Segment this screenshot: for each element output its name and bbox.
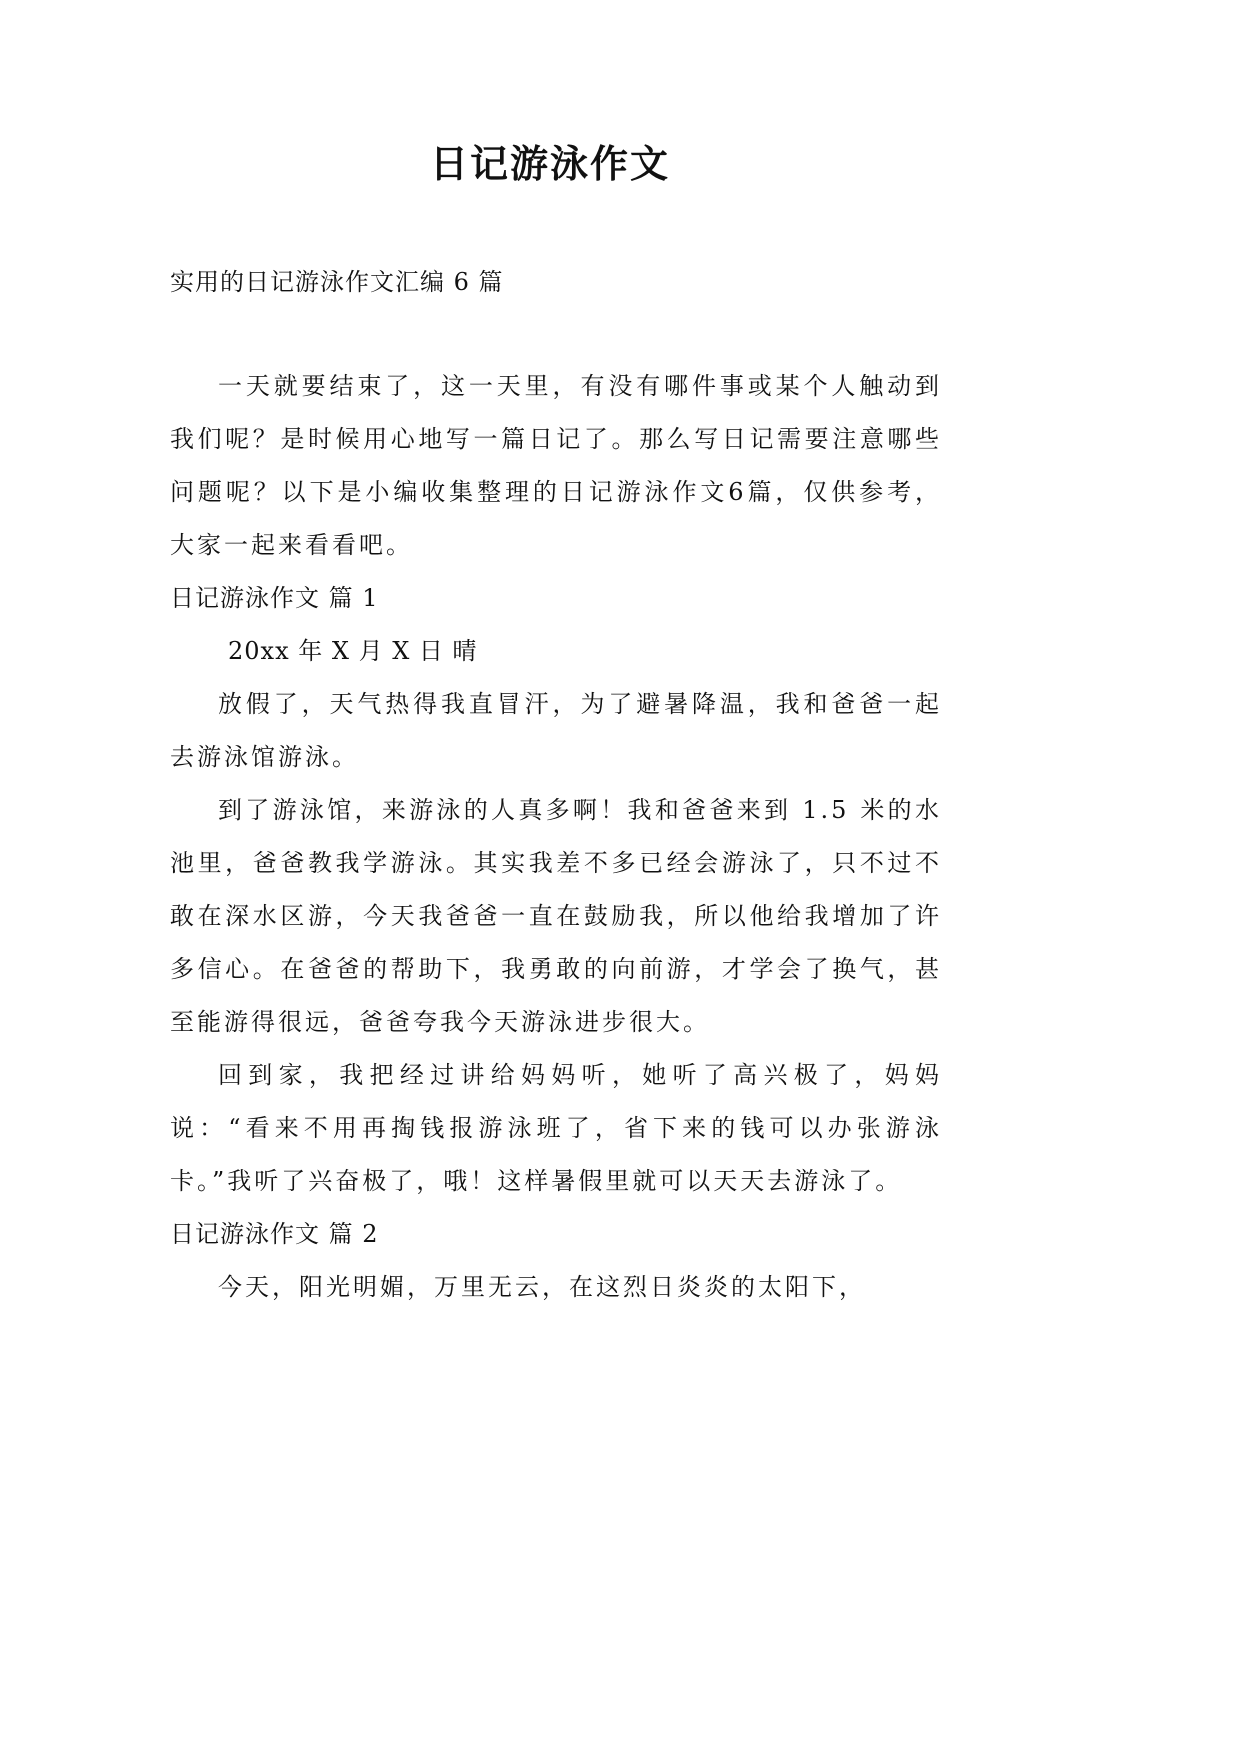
- section-2-paragraph-1: 今天，阳光明媚，万里无云，在这烈日炎炎的太阳下，: [218, 1273, 866, 1301]
- intro-paragraph: 一天就要结束了，这一天里，有没有哪件事或某个人触动到我们呢？是时候用心地写一篇日记了。那么写日记需要注意哪些问题呢？以下是小编收集整理的日记游泳作文6篇，仅供参考，大家一起来看看吧。: [170, 372, 942, 559]
- section-1-paragraph-3: 回到家，我把经过讲给妈妈听，她听了高兴极了，妈妈说：“看来不用再掏钱报游泳班了，省下来的钱可以办张游泳卡。”我听了兴奋极了，哦！这样暑假里就可以天天去游泳了。: [170, 1061, 942, 1195]
- section-heading-2: 日记游泳作文 篇 2: [170, 1220, 379, 1248]
- section-1-paragraph-2: 到了游泳馆，来游泳的人真多啊！我和爸爸来到 1.5 米的水池里，爸爸教我学游泳。其实我差不多已经会游泳了，只不过不敢在深水区游，今天我爸爸一直在鼓励我，所以他给我增加了许多信心。在爸爸的帮助下，我勇敢的向前游，才学会了换气，甚至能游得很远，爸爸夸我今天游泳进步很大。: [170, 796, 942, 1036]
- section-heading-1: 日记游泳作文 篇 1: [170, 584, 379, 612]
- section-1-paragraph-1: 放假了，天气热得我直冒汗，为了避暑降温，我和爸爸一起去游泳馆游泳。: [170, 690, 942, 771]
- document-title: 日记游泳作文: [429, 142, 670, 186]
- document-subtitle: 实用的日记游泳作文汇编 6 篇: [170, 268, 504, 296]
- document-body: [170, 360, 942, 1314]
- diary-date-line: 20xx 年 X 月 X 日 晴: [228, 637, 478, 665]
